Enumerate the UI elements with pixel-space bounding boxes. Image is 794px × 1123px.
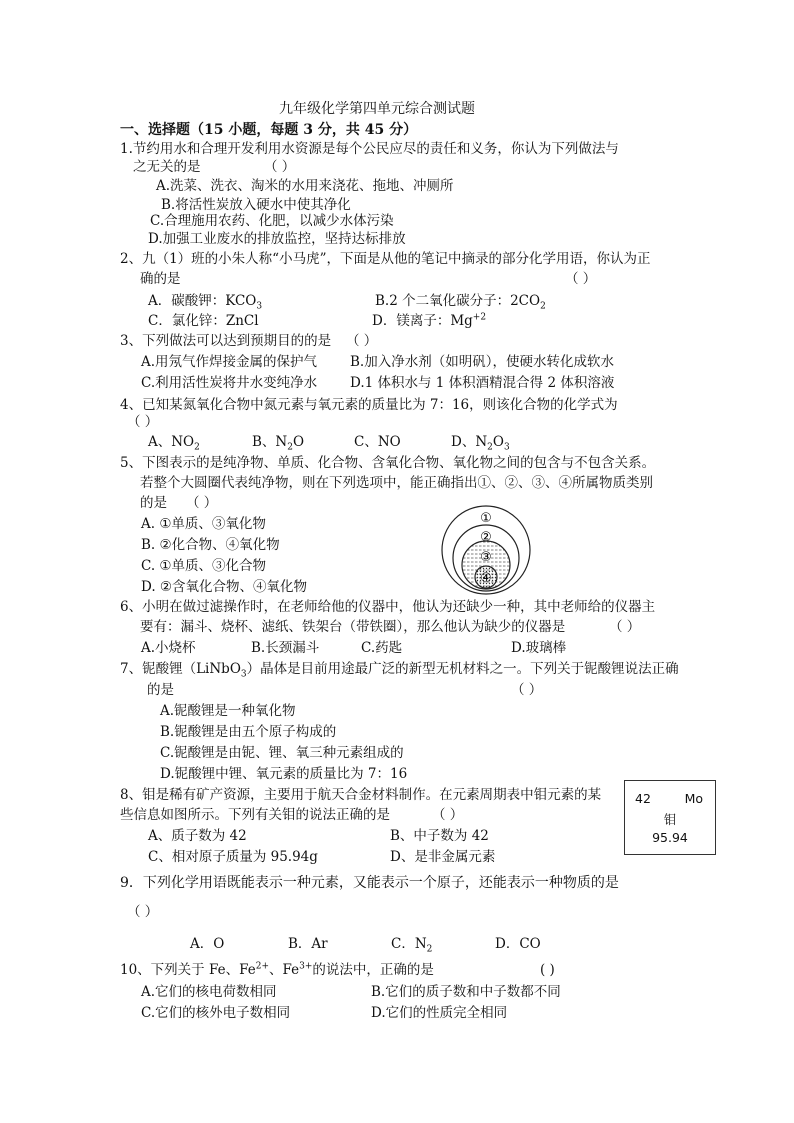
atomic-number: 42 — [635, 791, 651, 806]
option-c: C、相对原子质量为 95.94g — [148, 849, 318, 865]
answer-blank: ( ) — [540, 962, 555, 978]
option-d: D．CO — [495, 936, 541, 952]
question-8-stem: 8、钼是稀有矿产资源，主要用于航天合金材料制作。在元素周期表中钼元素的某 — [120, 787, 602, 803]
option-c: C. ①单质、③化合物 — [141, 558, 267, 574]
option-b: B、$N_2O$ — [252, 434, 305, 453]
option-b: B、中子数为 42 — [390, 828, 489, 844]
question-2-stem: 2、九（1）班的小朱人称“小马虎”，下面是从他的笔记中摘录的部分化学用语，你认为正 — [120, 251, 651, 267]
question-10-stem: 10、下列关于 Fe、$Fe^{2+}$、$Fe^{3+}$的说法中，正确的是 — [120, 961, 434, 978]
option-c: C.利用活性炭将井水变纯净水 — [141, 375, 318, 391]
atomic-mass: 95.94 — [652, 830, 688, 845]
option-a: A.小烧杯 — [141, 640, 196, 656]
question-7-stem: 7、铌酸锂（LiNbO$_3$）晶体是目前用途最广泛的新型无机材料之一。下列关于铌酸锂说法正确 — [120, 661, 679, 680]
answer-blank: （ ） — [609, 619, 641, 635]
option-c: C.药匙 — [361, 640, 403, 656]
periodic-table-cell — [624, 780, 716, 855]
option-a: A.它们的核电荷数相同 — [141, 984, 277, 1000]
question-1-stem-cont: 之无关的是 — [133, 159, 201, 175]
answer-blank: （ ） — [511, 682, 543, 698]
answer-blank: （ ） — [127, 414, 159, 430]
question-2-stem-cont: 确的是 — [140, 271, 181, 287]
option-c: C.合理施用农药、化肥，以减少水体污染 — [150, 213, 394, 229]
option-b: B.2 个二氧化碳分子：$2CO_2$ — [375, 293, 546, 312]
element-name: 钼 — [663, 812, 677, 827]
option-c: C．氯化锌：ZnCl — [148, 313, 259, 329]
answer-blank: （ ） — [432, 807, 464, 823]
question-9-stem: 9．下列化学用语既能表示一种元素，又能表示一个原子，还能表示一种物质的是 — [120, 875, 619, 891]
question-5-stem-cont: 若整个大圆圈代表纯净物，则在下列选项中，能正确指出①、②、③、④所属物质类别 — [140, 475, 653, 491]
option-a: A.铌酸锂是一种氧化物 — [160, 703, 296, 719]
question-1-stem: 1.节约用水和合理开发利用水资源是每个公民应尽的责任和义务，你认为下列做法与 — [120, 141, 619, 157]
option-d: D.铌酸锂中锂、氧元素的质量比为 7：16 — [160, 766, 408, 782]
option-b: B.长颈漏斗 — [251, 640, 320, 656]
question-6-stem: 6、小明在做过滤操作时，在老师给他的仪器中，他认为还缺少一种，其中老师给的仪器主 — [120, 599, 656, 615]
option-d: D．镁离子：$Mg^{+2}$ — [372, 312, 487, 329]
option-b: B.它们的质子数和中子数都不同 — [371, 984, 561, 1000]
question-5-stem: 5、下图表示的是纯净物、单质、化合物、含氧化合物、氧化物之间的包含与不包含关系。 — [120, 455, 656, 471]
option-c: C．$N_2$ — [391, 936, 433, 955]
option-d: D.1 体积水与 1 体积酒精混合得 2 体积溶液 — [350, 375, 615, 391]
answer-blank: （ ） — [127, 904, 159, 920]
option-d: D. ②含氧化合物、④氧化物 — [141, 579, 308, 595]
option-d: D、$N_2O_3$ — [451, 434, 510, 453]
question-4-stem: 4、已知某氮氧化合物中氮元素与氧元素的质量比为 7：16，则该化合物的化学式为 — [120, 397, 618, 413]
page-title: 九年级化学第四单元综合测试题 — [279, 101, 475, 117]
element-symbol: Mo — [684, 791, 703, 806]
option-b: B．Ar — [288, 936, 328, 952]
option-b: B. ②化合物、④氧化物 — [141, 537, 280, 553]
option-a: A.洗菜、洗衣、淘米的水用来浇花、拖地、冲厕所 — [156, 178, 454, 194]
option-a: A.用氖气作焊接金属的保护气 — [141, 354, 318, 370]
option-c: C.它们的核外电子数相同 — [141, 1005, 291, 1021]
nested-circles-diagram — [440, 504, 532, 596]
option-a: A．O — [190, 936, 225, 952]
option-d: D.加强工业废水的排放监控，坚持达标排放 — [148, 231, 406, 247]
question-7-stem-cont: 的是 — [147, 682, 174, 698]
label-1: ① — [480, 511, 492, 526]
question-8-stem-cont: 些信息如图所示。下列有关钼的说法正确的是 — [120, 807, 390, 823]
option-a: A. ①单质、③氧化物 — [141, 516, 266, 532]
answer-blank: （ ） — [565, 271, 597, 287]
option-a: A．碳酸钾：$KCO_3$ — [148, 293, 263, 312]
section-heading: 一、选择题（15 小题，每题 3 分，共 45 分） — [120, 122, 418, 138]
option-b: B.铌酸锂是由五个原子构成的 — [160, 724, 337, 740]
question-3-stem: 3、下列做法可以达到预期目的的是 — [120, 333, 332, 349]
answer-blank: （ ） — [264, 159, 296, 175]
question-5-stem-end: 的是 — [140, 495, 167, 511]
option-d: D.玻璃棒 — [511, 640, 567, 656]
question-6-stem-cont: 要有：漏斗、烧杯、滤纸、铁架台（带铁圈），那么他认为缺少的仪器是 — [140, 619, 566, 635]
label-2: ② — [480, 530, 492, 545]
answer-blank: （ ） — [346, 333, 378, 349]
label-4: ④ — [480, 571, 492, 586]
option-b: B.将活性炭放入硬水中使其净化 — [161, 197, 351, 213]
answer-blank: （ ） — [186, 495, 218, 511]
option-d: D.它们的性质完全相同 — [371, 1005, 508, 1021]
option-a: A、质子数为 42 — [148, 828, 247, 844]
option-d: D、是非金属元素 — [390, 849, 496, 865]
option-a: A、$NO_2$ — [148, 434, 200, 453]
option-b: B.加入净水剂（如明矾），使硬水转化成软水 — [350, 354, 614, 370]
option-c: C、NO — [354, 434, 401, 450]
option-c: C.铌酸锂是由铌、锂、氧三种元素组成的 — [160, 745, 404, 761]
label-3: ③ — [480, 550, 492, 565]
